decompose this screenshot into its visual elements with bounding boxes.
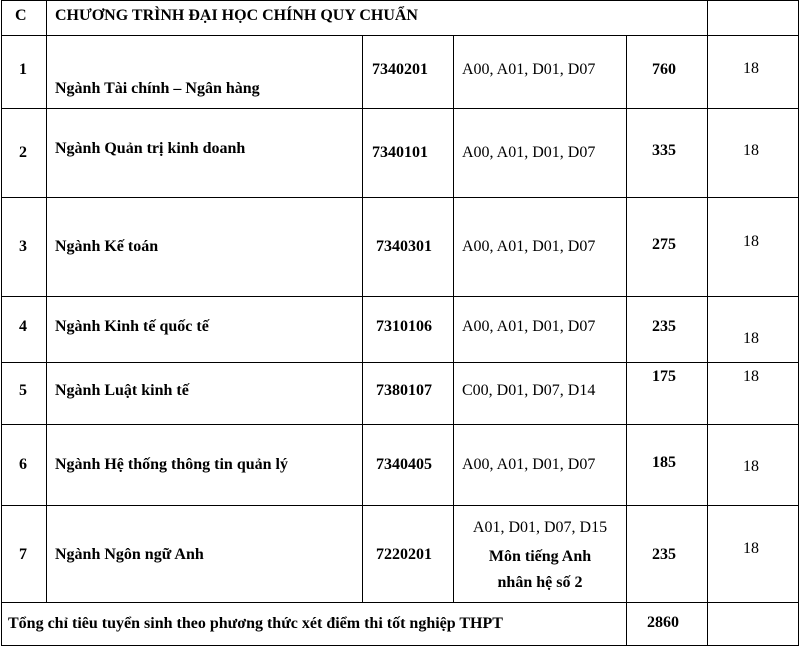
row-1-quota: 760	[652, 61, 676, 78]
row-3-score: 18	[743, 233, 759, 250]
row-5-name: Ngành Luật kinh tế	[55, 382, 189, 399]
table-border	[1, 362, 799, 363]
row-3-stt: 3	[19, 238, 27, 255]
row-2-name: Ngành Quản trị kinh doanh	[55, 140, 246, 157]
row-1-code: 7340201	[372, 61, 428, 78]
row-4-combo: A00, A01, D01, D07	[462, 318, 596, 335]
row-7-name: Ngành Ngôn ngữ Anh	[55, 546, 204, 563]
table-border	[1, 0, 2, 646]
row-6-combo: A00, A01, D01, D07	[462, 456, 596, 473]
row-7-note-line-2: nhân hệ số 2	[497, 574, 583, 591]
table-border	[1, 645, 799, 646]
row-1-stt: 1	[19, 61, 27, 78]
row-7-quota: 235	[652, 546, 676, 563]
row-7-combo: A01, D01, D07, D15	[472, 519, 608, 536]
row-5-stt: 5	[19, 382, 27, 399]
row-6-code: 7340405	[376, 456, 432, 473]
row-6-score: 18	[743, 458, 759, 475]
row-1-combo: A00, A01, D01, D07	[462, 61, 596, 78]
row-6-name: Ngành Hệ thống thông tin quản lý	[55, 456, 288, 473]
table-border	[626, 36, 627, 646]
row-1-score: 18	[743, 60, 759, 77]
table-border	[798, 0, 799, 646]
row-2-quota: 335	[652, 142, 676, 159]
table-border	[1, 602, 799, 603]
row-7-stt: 7	[19, 546, 27, 563]
row-3-quota: 275	[652, 236, 676, 253]
row-5-score: 18	[743, 368, 759, 385]
row-4-score: 18	[743, 330, 759, 347]
table-border	[1, 108, 799, 109]
table-border	[362, 36, 363, 602]
row-4-name: Ngành Kinh tế quốc tế	[55, 318, 209, 335]
table-border	[1, 35, 799, 36]
row-7-score: 18	[743, 540, 759, 557]
row-2-stt: 2	[19, 144, 27, 161]
row-1-name: Ngành Tài chính – Ngân hàng	[55, 80, 260, 97]
section-title: CHƯƠNG TRÌNH ĐẠI HỌC CHÍNH QUY CHUẨN	[55, 7, 418, 24]
row-7-note-line-1: Môn tiếng Anh	[488, 548, 592, 565]
row-4-stt: 4	[19, 318, 27, 335]
row-5-combo: C00, D01, D07, D14	[462, 382, 596, 399]
row-6-quota: 185	[652, 454, 676, 471]
row-5-code: 7380107	[376, 382, 432, 399]
table-border	[1, 424, 799, 425]
table-border	[707, 0, 708, 646]
total-value: 2860	[647, 614, 679, 631]
table-border	[1, 197, 799, 198]
row-3-code: 7340301	[376, 238, 432, 255]
table-border	[46, 0, 47, 602]
table-border	[1, 505, 799, 506]
row-4-quota: 235	[652, 318, 676, 335]
row-4-code: 7310106	[376, 318, 432, 335]
total-label: Tổng chỉ tiêu tuyển sinh theo phương thức xét điểm thi tốt nghiệp THPT	[8, 615, 503, 632]
row-3-name: Ngành Kế toán	[55, 238, 159, 255]
row-3-combo: A00, A01, D01, D07	[462, 238, 596, 255]
row-7-code: 7220201	[376, 546, 432, 563]
row-2-combo: A00, A01, D01, D07	[462, 144, 596, 161]
row-6-stt: 6	[19, 456, 27, 473]
table-border	[1, 0, 799, 1]
row-2-score: 18	[743, 142, 759, 159]
row-2-code: 7340101	[372, 144, 428, 161]
table-border	[1, 296, 799, 297]
section-code: C	[15, 7, 27, 24]
row-5-quota: 175	[652, 368, 676, 385]
